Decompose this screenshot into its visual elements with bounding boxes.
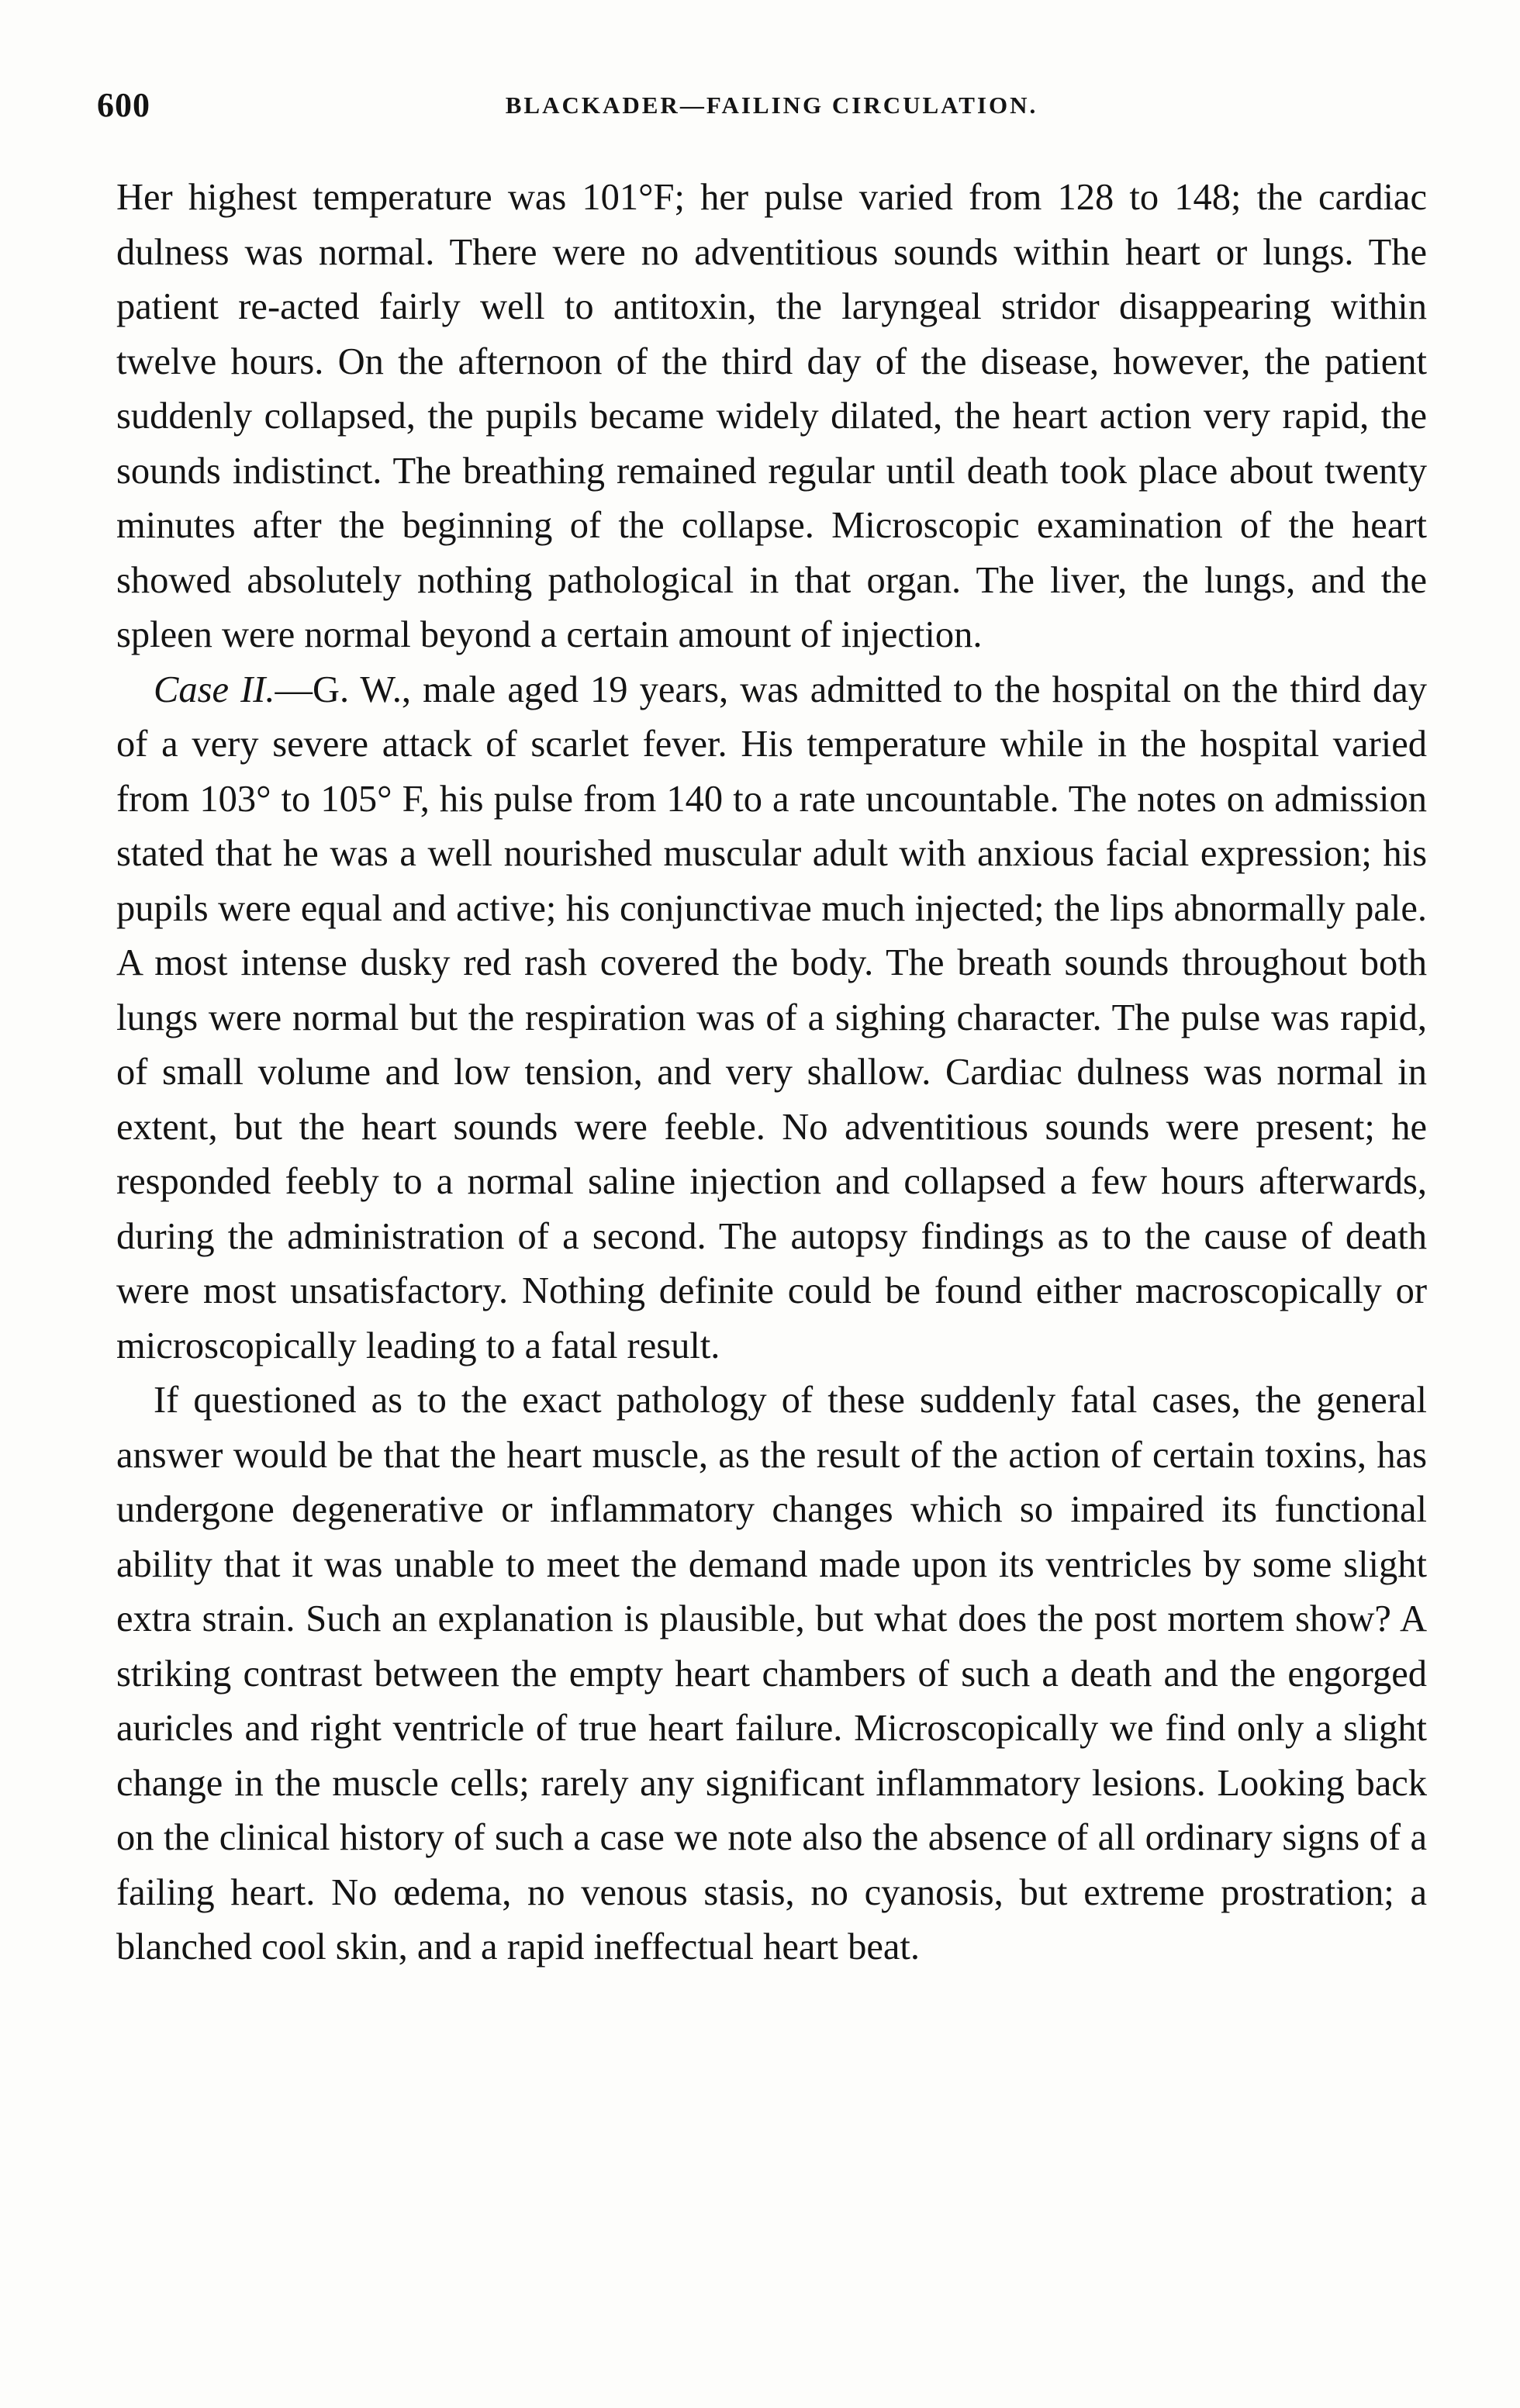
paragraph-pathology bbox=[116, 1373, 1427, 1975]
paragraph-text: If questioned as to the exact pathology of these suddenly fatal cases, the general answer would be that the heart muscle, as the result of the action of certain toxins, has undergone degenerative or inflammatory changes which so impaired its functional ability that it was unable to meet the demand made upon its ventricles by some slight extra strain. Such an explanation is plausible, but what does the post mortem show? A striking contrast between the empty heart chambers of such a death and the engorged auricles and right ventricle of true heart failure. Microscopically we find only a slight change in the muscle cells; rarely any significant inflammatory lesions. Looking back on the clinical history of such a case we note also the absence of all ordinary signs of a failing heart. No œdema, no venous stasis, no cyanosis, but extreme prostration; a blanched cool skin, and a rapid ineffectual heart beat. bbox=[116, 1380, 1427, 1968]
case-label: Case II. bbox=[154, 669, 275, 710]
page-number: 600 bbox=[97, 86, 150, 124]
paragraph-text: Her highest temperature was 101°F; her pulse varied from 128 to 148; the cardiac dulness was normal. There were no adventitious sounds within heart or lungs. The patient re-acted fairly well to antitoxin, the laryngeal stridor disappearing within twelve hours. On the afternoon of the third day of the disease, however, the patient suddenly collapsed, the pupils became widely dilated, the heart action very rapid, the sounds indistinct. The breathing remained regular until death took place about twenty minutes after the beginning of the collapse. Microscopic examination of the heart showed absolutely nothing pathological in that organ. The liver, the lungs, and the spleen were normal beyond a certain amount of injection. bbox=[116, 177, 1427, 655]
running-title: BLACKADER—FAILING CIRCULATION. bbox=[505, 92, 1038, 119]
body-text bbox=[116, 171, 1427, 1975]
paragraph-case-two bbox=[116, 663, 1427, 1374]
paragraph-case-one-continued bbox=[116, 171, 1427, 663]
running-head bbox=[97, 85, 1446, 132]
paragraph-text: —G. W., male aged 19 years, was admitted to the hospital on the third day of a very severe attack of scarlet fever. His temperature while in the hospital varied from 103° to 105° F, his pulse from 140 to a rate uncountable. The notes on admission stated that he was a well nourished muscular adult with anxious facial expression; his pupils were equal and active; his conjunctivae much injected; the lips abnormally pale. A most intense dusky red rash covered the body. The breath sounds throughout both lungs were normal but the respiration was of a sighing character. The pulse was rapid, of small volume and low tension, and very shallow. Cardiac dulness was normal in extent, but the heart sounds were feeble. No adventitious sounds were present; he responded feebly to a normal saline injection and collapsed a few hours afterwards, during the administration of a second. The autopsy findings as to the cause of death were most unsatisfactory. Nothing definite could be found either macroscopically or microscopically leading to a fatal result. bbox=[116, 669, 1427, 1366]
